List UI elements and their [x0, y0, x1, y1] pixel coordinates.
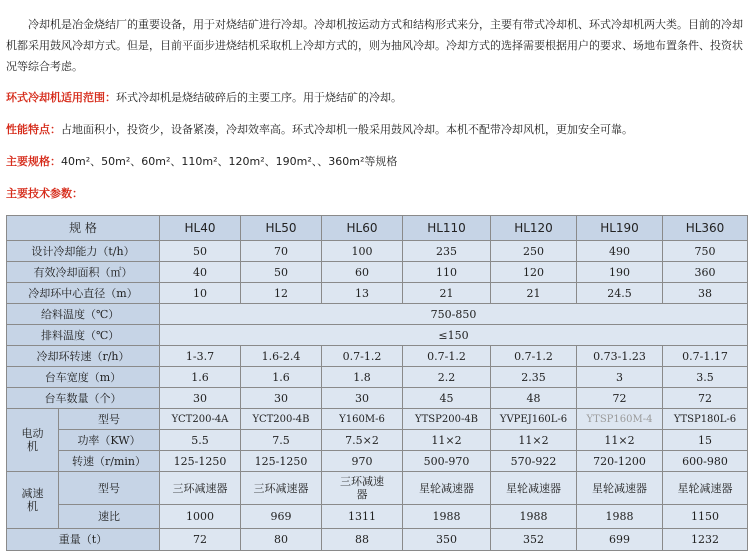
cell: 38 — [663, 283, 748, 304]
cell: 2.2 — [403, 367, 491, 388]
cell: 21 — [491, 283, 577, 304]
row-label: 型号 — [59, 409, 160, 430]
cell: 125-1250 — [160, 451, 241, 472]
cell: YTSP200-4B — [403, 409, 491, 430]
table-row — [7, 505, 748, 529]
cell: 88 — [322, 529, 403, 551]
cell: 7.5×2 — [322, 430, 403, 451]
cell: 80 — [241, 529, 322, 551]
cell: 三环减速器 — [241, 472, 322, 505]
cell: 1232 — [663, 529, 748, 551]
row-label: 台车宽度（m） — [7, 367, 160, 388]
cell: YCT200-4B — [241, 409, 322, 430]
table-row — [7, 283, 748, 304]
row-label: 冷却环转速（r/h） — [7, 346, 160, 367]
row-label: 排料温度（℃） — [7, 325, 160, 346]
models-text: 40m²、50m²、60m²、110m²、120m²、190m²、、360m²等规格 — [61, 155, 398, 168]
cell: 21 — [403, 283, 491, 304]
cell: 星轮减速器 — [577, 472, 663, 505]
cell: YTSP160M-4 — [577, 409, 663, 430]
models-label: 主要规格： — [6, 155, 61, 168]
cell: 100 — [322, 241, 403, 262]
cell: 350 — [403, 529, 491, 551]
model-col-header: HL190 — [577, 216, 663, 241]
merged-cell: ≤150 — [160, 325, 748, 346]
row-label: 给料温度（℃） — [7, 304, 160, 325]
cell: 125-1250 — [241, 451, 322, 472]
features-line — [6, 122, 633, 138]
spec-table — [6, 215, 748, 551]
cell: 1988 — [491, 505, 577, 529]
cell: 0.7-1.17 — [663, 346, 748, 367]
cell: 30 — [241, 388, 322, 409]
table-row — [7, 304, 748, 325]
cell: 360 — [663, 262, 748, 283]
cell: 三环减速器 — [322, 472, 403, 505]
cell: 969 — [241, 505, 322, 529]
table-header-row — [7, 216, 748, 241]
cell: 7.5 — [241, 430, 322, 451]
table-row — [7, 409, 748, 430]
cell: YCT200-4A — [160, 409, 241, 430]
cell: 0.7-1.2 — [322, 346, 403, 367]
cell: 3 — [577, 367, 663, 388]
cell: 750 — [663, 241, 748, 262]
cell: 1311 — [322, 505, 403, 529]
cell: 352 — [491, 529, 577, 551]
scope-text: 环式冷却机是烧结破碎后的主要工序。用于烧结矿的冷却。 — [116, 91, 402, 104]
row-label: 速比 — [59, 505, 160, 529]
model-col-header: HL110 — [403, 216, 491, 241]
cell: 50 — [241, 262, 322, 283]
cell: 5.5 — [160, 430, 241, 451]
table-row — [7, 367, 748, 388]
cell: 72 — [577, 388, 663, 409]
cell: 3.5 — [663, 367, 748, 388]
table-row — [7, 388, 748, 409]
scope-line — [6, 90, 402, 106]
row-label: 设计冷却能力（t/h） — [7, 241, 160, 262]
cell: 0.73-1.23 — [577, 346, 663, 367]
cell: 1.6-2.4 — [241, 346, 322, 367]
cell: 10 — [160, 283, 241, 304]
cell: 45 — [403, 388, 491, 409]
cell: 72 — [160, 529, 241, 551]
model-col-header: HL120 — [491, 216, 577, 241]
cell: 11×2 — [577, 430, 663, 451]
merged-cell: 750-850 — [160, 304, 748, 325]
cell: 1000 — [160, 505, 241, 529]
features-text: 占地面积小，投资少，设备紧凑，冷却效率高。环式冷却机一般采用鼓风冷却。本机不配带冷却风机，更加安全可靠。 — [61, 123, 633, 136]
model-col-header: HL50 — [241, 216, 322, 241]
cell: 570-922 — [491, 451, 577, 472]
cell: 1.8 — [322, 367, 403, 388]
scope-label: 环式冷却机适用范围： — [6, 91, 116, 104]
cell: 15 — [663, 430, 748, 451]
cell: 48 — [491, 388, 577, 409]
params-heading-line — [6, 186, 83, 202]
table-row — [7, 451, 748, 472]
model-col-header: HL40 — [160, 216, 241, 241]
cell: 72 — [663, 388, 748, 409]
table-row — [7, 241, 748, 262]
row-label: 重量（t） — [7, 529, 160, 551]
cell: 30 — [322, 388, 403, 409]
cell: 490 — [577, 241, 663, 262]
table-row — [7, 325, 748, 346]
cell: 30 — [160, 388, 241, 409]
params-heading: 主要技术参数： — [6, 187, 83, 200]
intro-paragraph: 冷却机是冶金烧结厂的重要设备，用于对烧结矿进行冷却。冷却机按运动方式和结构形式来分，主要有带式冷却机、环式冷却机两大类。目前的冷却机都采用鼓风冷却方式。但是，目前平面步进烧结机采取机上冷却方式的，则为抽风冷却。冷却方式的选择需要根据用户的要求、场地布置条件、投资状况等综合考虑。 — [6, 18, 743, 73]
cell: 970 — [322, 451, 403, 472]
table-row — [7, 262, 748, 283]
cell: 600-980 — [663, 451, 748, 472]
table-row — [7, 472, 748, 505]
cell: 50 — [160, 241, 241, 262]
cell: 1988 — [577, 505, 663, 529]
cell: 1150 — [663, 505, 748, 529]
cell: YTSP180L-6 — [663, 409, 748, 430]
features-label: 性能特点： — [6, 123, 61, 136]
cell: 190 — [577, 262, 663, 283]
table-row — [7, 430, 748, 451]
cell: 0.7-1.2 — [403, 346, 491, 367]
cell: 三环减速器 — [160, 472, 241, 505]
row-label: 冷却环中心直径（m） — [7, 283, 160, 304]
cell: 13 — [322, 283, 403, 304]
cell: 500-970 — [403, 451, 491, 472]
cell: 1-3.7 — [160, 346, 241, 367]
row-label: 台车数量（个） — [7, 388, 160, 409]
reducer-group-label: 减速机 — [7, 472, 59, 529]
spec-header-label: 规 格 — [7, 216, 160, 241]
cell: YVPEJ160L-6 — [491, 409, 577, 430]
cell: 11×2 — [491, 430, 577, 451]
cell: 0.7-1.2 — [491, 346, 577, 367]
cell: 1.6 — [241, 367, 322, 388]
cell: 70 — [241, 241, 322, 262]
cell: 星轮减速器 — [491, 472, 577, 505]
cell: 60 — [322, 262, 403, 283]
cell: 40 — [160, 262, 241, 283]
cell: 699 — [577, 529, 663, 551]
cell: 星轮减速器 — [663, 472, 748, 505]
model-col-header: HL60 — [322, 216, 403, 241]
row-label: 型号 — [59, 472, 160, 505]
cell: 120 — [491, 262, 577, 283]
row-label: 转速（r/min） — [59, 451, 160, 472]
row-label: 有效冷却面积（㎡） — [7, 262, 160, 283]
cell: 250 — [491, 241, 577, 262]
cell: 24.5 — [577, 283, 663, 304]
table-row — [7, 529, 748, 551]
cell: 720-1200 — [577, 451, 663, 472]
cell: 235 — [403, 241, 491, 262]
cell: Y160M-6 — [322, 409, 403, 430]
cell: 2.35 — [491, 367, 577, 388]
cell: 星轮减速器 — [403, 472, 491, 505]
models-line — [6, 154, 397, 170]
row-label: 功率（KW） — [59, 430, 160, 451]
motor-group-label: 电动机 — [7, 409, 59, 472]
table-row — [7, 346, 748, 367]
cell: 1988 — [403, 505, 491, 529]
cell: 11×2 — [403, 430, 491, 451]
model-col-header: HL360 — [663, 216, 748, 241]
cell: 12 — [241, 283, 322, 304]
cell: 110 — [403, 262, 491, 283]
cell: 1.6 — [160, 367, 241, 388]
